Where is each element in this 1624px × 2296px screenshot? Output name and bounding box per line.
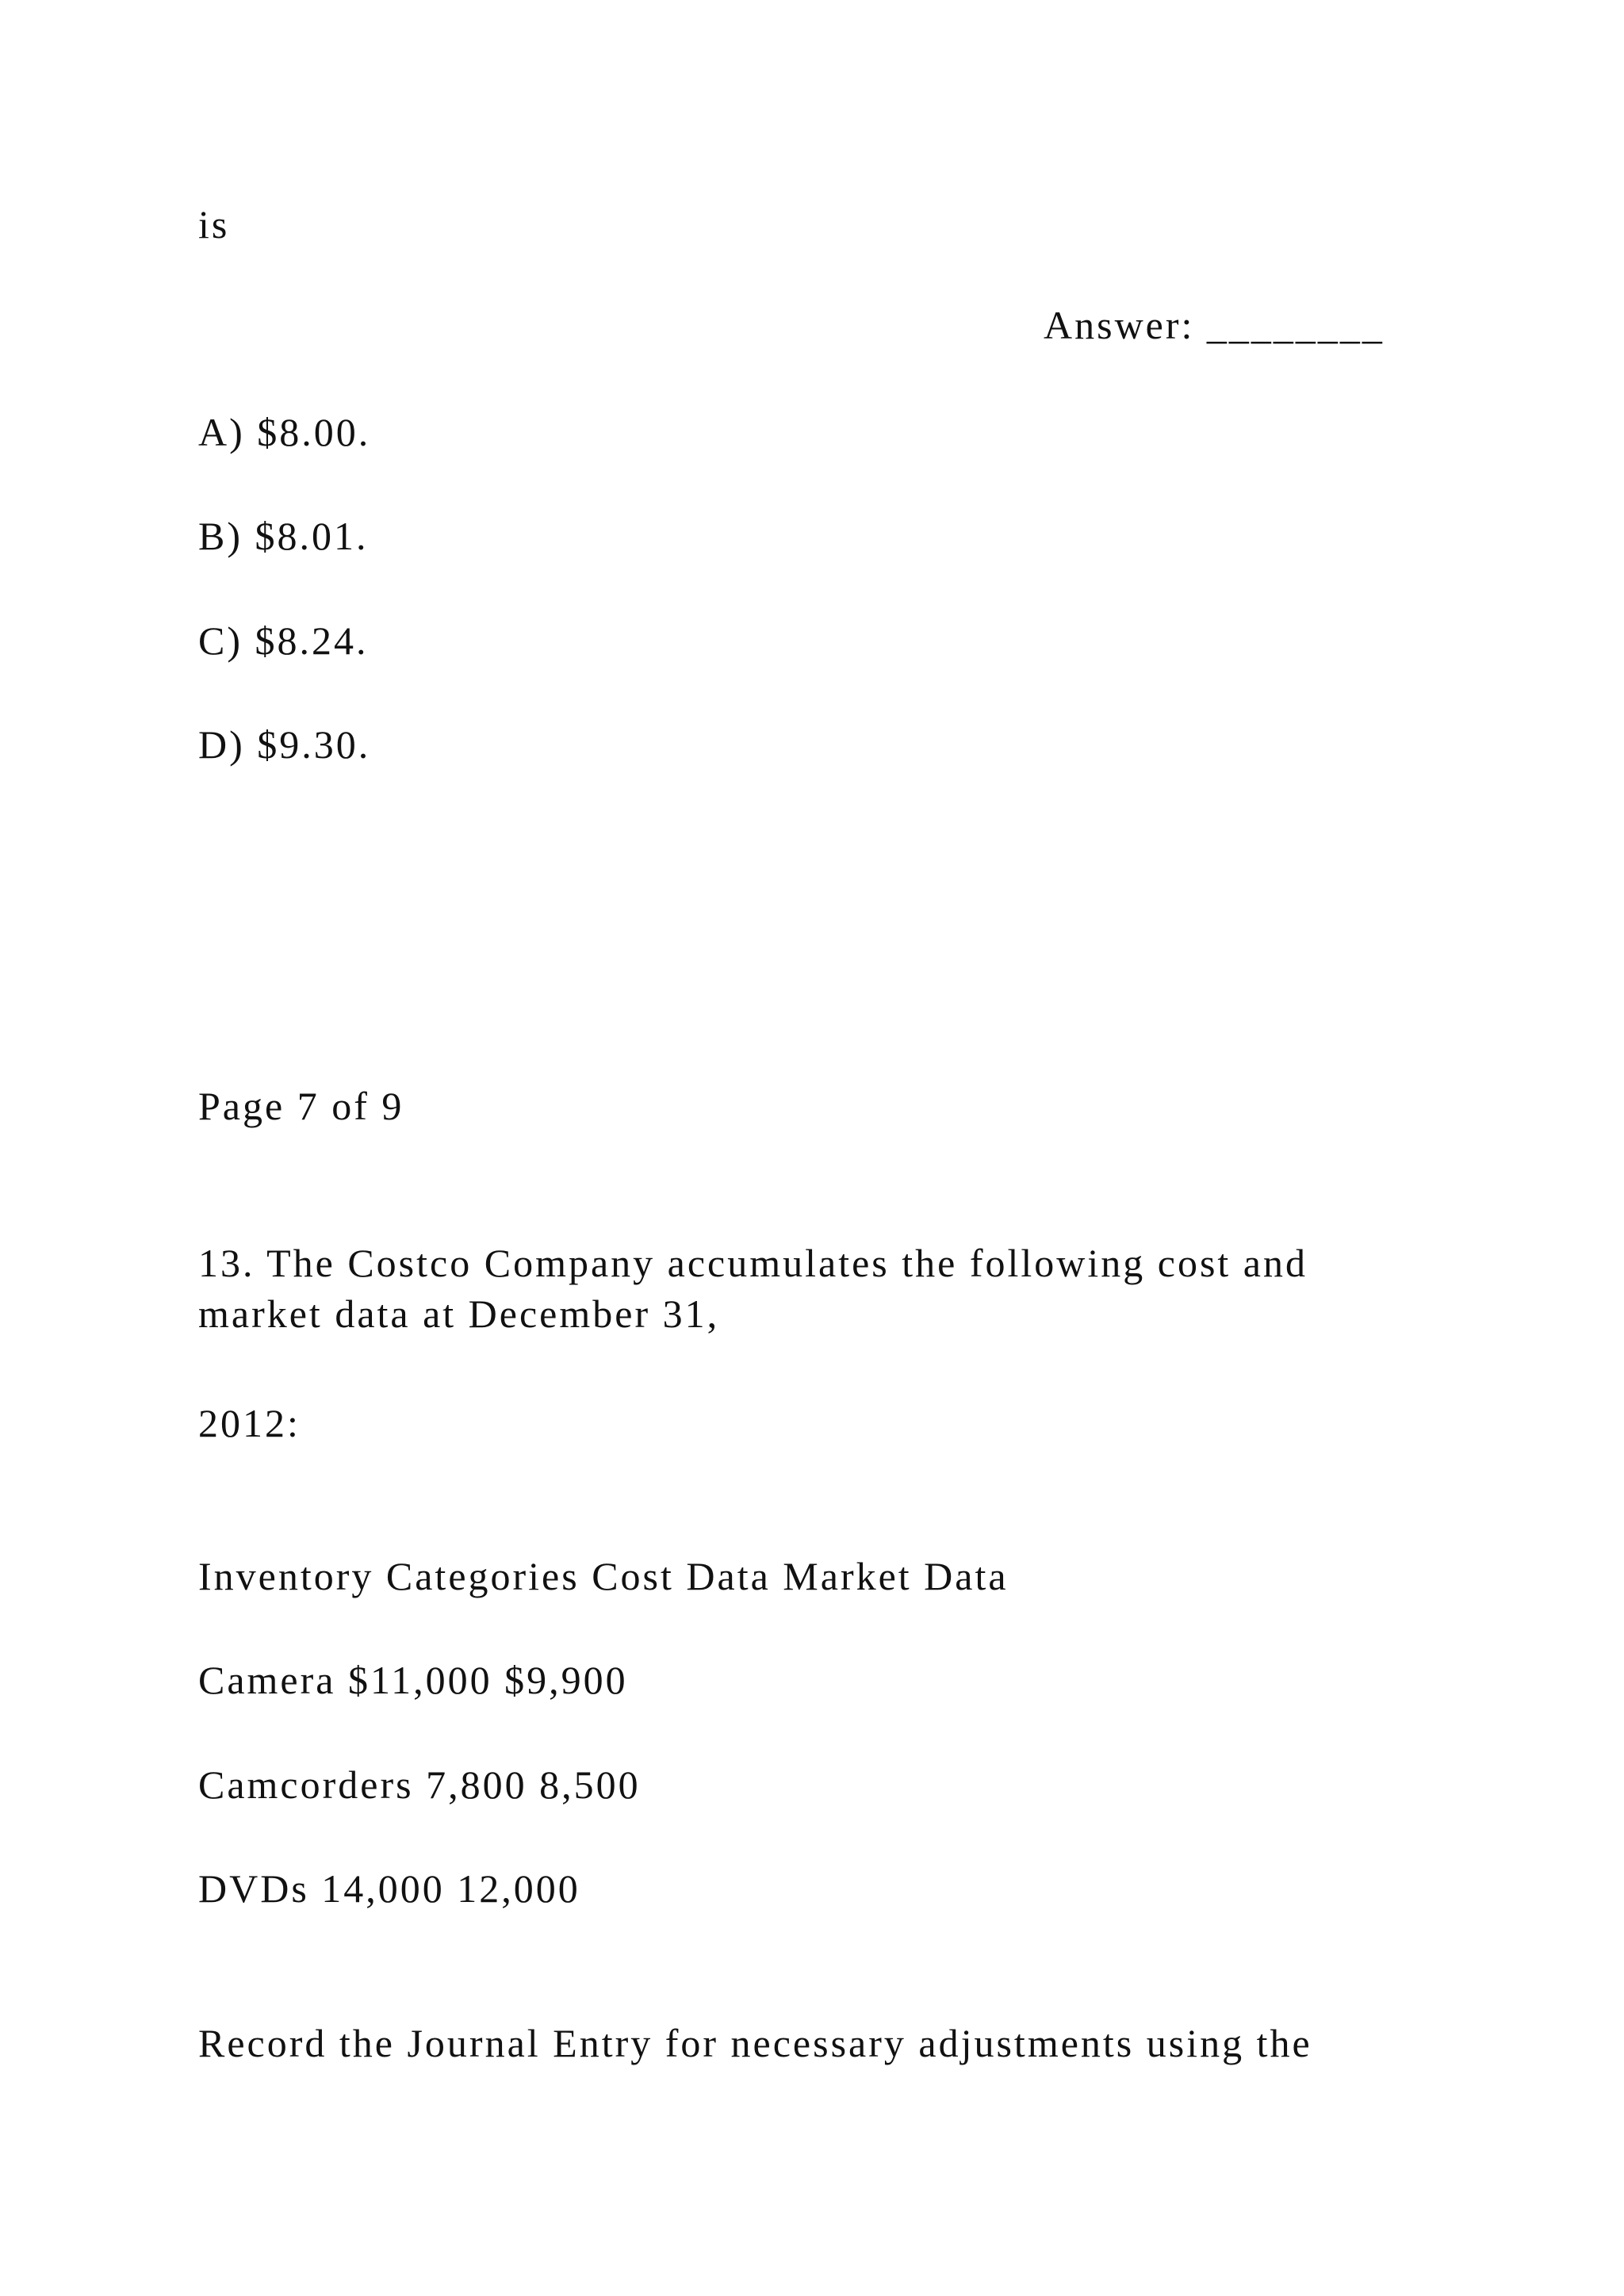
journal-entry-instruction: Record the Journal Entry for necessary adjustments using the: [198, 2021, 1312, 2065]
inventory-row-camera: Camera $11,000 $9,900: [198, 1658, 628, 1702]
option-c: C) $8.24.: [198, 618, 369, 663]
option-b: B) $8.01.: [198, 514, 369, 558]
question-13-year: 2012:: [198, 1401, 301, 1445]
option-a: A) $8.00.: [198, 410, 371, 454]
inventory-row-dvds: DVDs 14,000 12,000: [198, 1866, 580, 1911]
inventory-table-header: Inventory Categories Cost Data Market Data: [198, 1554, 1009, 1598]
question-tail-text: is: [198, 202, 230, 247]
option-d: D) $9.30.: [198, 722, 371, 767]
inventory-row-camcorders: Camcorders 7,800 8,500: [198, 1762, 641, 1807]
question-13-line2: market data at December 31,: [198, 1292, 720, 1336]
question-13-line1: 13. The Costco Company accumulates the following cost and: [198, 1241, 1308, 1285]
page-footer: Page 7 of 9: [198, 1084, 404, 1128]
answer-blank: Answer: ________: [1044, 303, 1385, 347]
